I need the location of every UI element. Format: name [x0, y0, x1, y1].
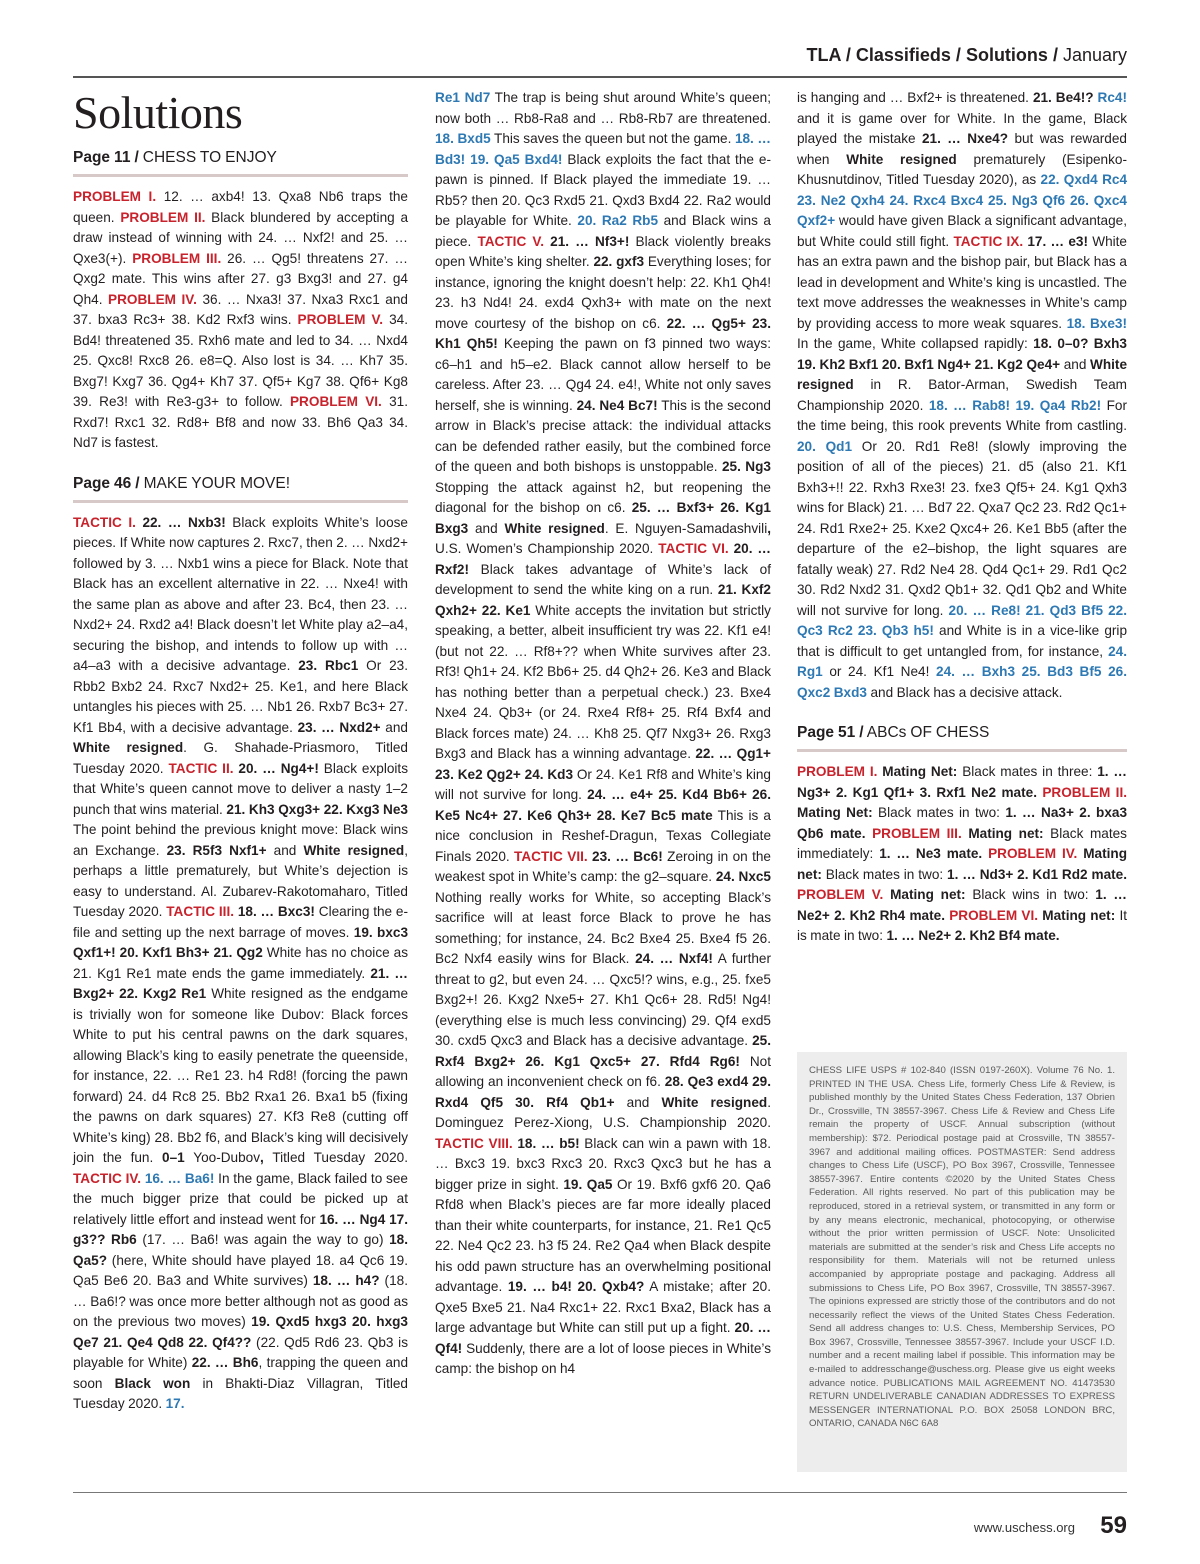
section-heading-chess-to-enjoy: [73, 148, 408, 177]
solution-text: and Black wins a piece.: [435, 213, 771, 249]
move-sequence: 24. Nxc5: [715, 869, 771, 884]
solution-text: Or 24. Ke1 Rf8 and White’s king will not survive for long.: [435, 766, 771, 802]
solution-text: Not allowing an inconvenient check on f6.: [435, 1053, 771, 1089]
solution-text: 36. … Nxa3! 37. Nxa3 Rxc1 and 37. bxa3 Rc3+ 38. Kd2 Rxf3 wins.: [73, 291, 408, 327]
solution-text: Nothing really works for White, so accepting Black’s sacrifice will at least force Black to prove he has something; for instance, 24. Bc2 Bxe4 25. Bxe4 f5 26. Bc2 Nxf4 easily wins for Black.: [435, 889, 771, 966]
section-name: CHESS TO ENJOY: [142, 149, 277, 166]
move-sequence: Rc4!: [1097, 90, 1127, 105]
solution-text: Keeping the pawn on f3 pinned two ways: c6–h1 and h5–e2. Black cannot allow herself to be careless. After 23. … Qg4 24. e4!, White not only saves herself, she is winning.: [435, 336, 771, 413]
move-sequence: 1. … Na3+ 2. bxa3 Qb6 mate.: [797, 805, 1128, 841]
solution-text: and: [266, 842, 304, 858]
header-separator: /: [840, 45, 856, 65]
solution-text: Or 23. Rbb2 Bxb2 24. Rxc7 Nxd2+ 25. Ke1, and here Black untangles his pieces with 25. … Nb1 26. Rxb7 Bc3+ 27. Kf1 Bb4, with a decisive advantage.: [73, 658, 408, 735]
move-sequence: 24. … Nxf4!: [635, 951, 713, 966]
solution-text: Black wins in two:: [965, 887, 1096, 902]
solution-text: Black mates in two:: [821, 866, 948, 882]
move-sequence: White resigned: [504, 520, 605, 536]
move-sequence: 22. … Nxb3!: [142, 514, 226, 530]
move-sequence: 20. Ra2 Rb5: [577, 213, 659, 228]
publication-notice: CHESS LIFE USPS # 102-840 (ISSN 0197-260X). Volume 76 No. 1. PRINTED IN THE USA. Chess Life, formerly Chess Life & Review, is published monthly by the United States Chess Federation, 137 Obrien Dr., Crossville, TN 38557-3967. Chess Life & Review and Chess Life remain the property of USCF. Annual subscription (without membership): $72. Periodical postage paid at Crossville, TN 38557-3967 and additional mailing offices. POSTMASTER: Send address changes to Chess Life (USCF), PO Box 3967, Crossville, Tennessee 38557-3967. Entire contents ©2020 by the United States Chess Federation. All rights reserved. No part of this publication may be reproduced, stored in a retrieval system, or transmitted in any form or by any means electronic, mechanical, photocopying, or otherwise without the prior written permission of USCF. Note: Unsolicited materials are submitted at the sender’s risk and Chess Life accepts no responsibility for them. Materials will not be returned unless accompanied by appropriate postage and packaging. Address all submissions to Chess Life, PO Box 3967, Crossville, TN 38557-3967. The opinions expressed are strictly those of the contributors and do not necessarily reflect the views of the United States Chess Federation. Send all address changes to: U.S. Chess, Membership Services, PO Box 3967, Crossville, Tennessee 38557-3967. Include your USCF I.D. number and a recent mailing label if possible. This information may be e-mailed to addresschange@uschess.org. Please give us eight weeks advance notice. PUBLICATIONS MAIL AGREEMENT NO. 41473530 RETURN UNDELIVERABLE CANADIAN ADDRESSES TO EXPRESS MESSENGER INTERNATIONAL P.O. BOX 25058 LONDON BRC, ONTARIO, CANADA N6C 6A8: [797, 1052, 1127, 1472]
move-sequence: 21. Kxf2 Qxh2+ 22. Ke1: [435, 582, 771, 618]
solutions-make-your-move: [73, 513, 408, 1415]
solution-text: Black mates in two:: [872, 805, 1006, 820]
header-rule: [73, 76, 1127, 78]
solutions-make-your-move-continued: [435, 88, 771, 1380]
solution-text: The point behind the previous knight move: Black wins an Exchange.: [73, 822, 408, 858]
solution-text: White has no choice as 21. Kg1 Re1 mate ends the game immediately.: [73, 945, 408, 981]
solution-text: In the game, Black failed to see the much bigger prize that could be picked up at relatively little effort and instead went for: [73, 1170, 408, 1227]
solution-text: Yoo-Dubov: [184, 1150, 261, 1165]
move-sequence: Mating net:: [1042, 907, 1116, 923]
move-sequence: 23. Rbc1: [298, 658, 359, 673]
move-sequence: ,: [767, 520, 771, 536]
solution-text: would have given Black a significant advantage, but White could still fight.: [797, 213, 1127, 249]
solution-text: Black exploits that White’s queen cannot move to deliver a nasty 1–2 punch that wins material.: [73, 760, 408, 817]
footer-rule: [73, 1492, 1127, 1493]
move-sequence: 20. … Re8! 21. Qd3 Bf5 22. Qc3 Rc2 23. Qb3 h5!: [797, 602, 1128, 638]
move-sequence: White resigned: [73, 740, 184, 755]
running-header: [807, 45, 1127, 66]
problem-label: PROBLEM VI.: [949, 907, 1039, 923]
solution-text: , trapping the queen and soon: [73, 1355, 408, 1391]
move-sequence: 18. … b5!: [517, 1135, 580, 1151]
solution-text: and it is game over for White. In the game, Black played the mistake: [797, 110, 1127, 146]
move-sequence: 18. Bxe3!: [1066, 315, 1127, 331]
solution-text: White has an extra pawn and the bishop pair, but Black has a lead in development and White’s king is uncastled. The text move addresses the weaknesses in White’s camp by providing access to more weak squares.: [797, 233, 1127, 331]
solution-text: Black can win a pawn with 18. … Bxc3 19. bxc3 Rxc3 20. Rxc3 Qxc3 but he has a bigger prize in sight.: [435, 1135, 772, 1192]
problem-label: PROBLEM I.: [73, 189, 157, 204]
problem-label: PROBLEM III.: [872, 825, 962, 841]
solution-text: This is the second arrow in Black’s precise attack: the individual attacks can be defended rather easily, but the combined force of the queen and both bishops is unstoppable.: [435, 397, 771, 474]
move-sequence: 21. … Nf3+!: [550, 233, 630, 249]
solution-text: and: [1060, 356, 1090, 372]
header-separator: /: [950, 45, 966, 65]
solution-text: (17. … Ba6! was again the way to go): [136, 1232, 390, 1247]
solution-text: Black takes advantage of White’s lack of development to send the white king on a run.: [435, 561, 771, 597]
move-sequence: 22. Qxd4 Rc4 23. Ne2 Qxh4 24. Rxc4 Bxc4 25. Ng3 Qf6 26. Qxc4 Qxf2+: [797, 172, 1128, 228]
move-sequence: 17.: [165, 1396, 185, 1411]
move-sequence: 25. Ng3: [722, 459, 771, 474]
move-sequence: 17. … e3!: [1027, 233, 1088, 249]
header-section-classifieds: Classifieds: [855, 45, 951, 65]
move-sequence: 1. … Ne2+ 2. Kh2 Bf4 mate.: [886, 928, 1060, 943]
move-sequence: 19. Qxd5 hxg3 20. hxg3 Qe7 21. Qe4 Qd8 22. Qf4??: [73, 1314, 408, 1350]
section-name: MAKE YOUR MOVE!: [143, 474, 291, 492]
move-sequence: 19. Qa5: [563, 1176, 613, 1192]
move-sequence: 16. … Ba6!: [144, 1170, 215, 1186]
solution-text: prematurely (Esipenko-Khusnutdinov, Titled Tuesday 2020), as: [797, 151, 1128, 187]
problem-label: TACTIC VII.: [514, 848, 588, 864]
problem-label: TACTIC II.: [168, 760, 234, 776]
solution-text: Clearing the e-file and setting up the next barrage of moves.: [73, 904, 408, 940]
solution-text: This is a nice conclusion in Reshef-Dragun, Texas Collegiate Finals 2020.: [435, 807, 771, 864]
move-sequence: 25. Rxf4 Bxg2+ 26. Kg1 Qxc5+ 27. Rfd4 Rg6!: [435, 1033, 771, 1069]
solutions-abcs-of-chess: [797, 762, 1127, 947]
problem-label: TACTIC IV.: [73, 1170, 141, 1186]
move-sequence: 20. … Qf4!: [435, 1320, 771, 1356]
solution-text: and White is in a vice-like grip that is difficult to get untangled from, for instance,: [797, 623, 1127, 659]
move-sequence: 18. … Rab8! 19. Qa4 Rb2!: [928, 397, 1102, 413]
move-sequence: 18. … Bxc3!: [237, 904, 315, 919]
solutions-make-your-move-continued-2: [797, 88, 1127, 703]
move-sequence: ,: [260, 1150, 264, 1165]
section-gap: [73, 454, 408, 468]
solution-text: Zeroing in on the weakest spot in White’s camp: the g2–square.: [435, 848, 771, 884]
solution-text: in Bhakti-Diaz Villagran, Titled Tuesday 2020.: [73, 1375, 408, 1411]
header-section-solutions: Solutions: [965, 45, 1048, 65]
move-sequence: Mating net:: [968, 825, 1044, 841]
header-separator: /: [1047, 45, 1063, 65]
solution-text: and: [468, 520, 505, 536]
column-3: [797, 88, 1127, 947]
solution-text: Black mates in three:: [957, 764, 1098, 779]
solution-text: in R. Bator-Arman, Swedish Team Championship 2020.: [797, 377, 1127, 413]
move-sequence: Mating Net:: [797, 805, 873, 820]
move-sequence: 22. gxf3: [593, 254, 645, 269]
solution-text: and: [380, 719, 408, 735]
column-1: [73, 88, 408, 1415]
move-sequence: 19. bxc3 Qxf1+! 20. Kxf1 Bh3+ 21. Qg2: [73, 924, 409, 960]
move-sequence: 1. … Ng3+ 2. Kg1 Qf1+ 3. Rxf1 Ne2 mate.: [797, 764, 1128, 800]
move-sequence: 21. Be4!?: [1032, 90, 1094, 105]
move-sequence: 24. Rg1: [797, 643, 1127, 679]
solution-text: It is mate in two:: [797, 907, 1127, 943]
move-sequence: 20. … Rxf2!: [435, 541, 772, 577]
solution-text: , perhaps a little prematurely, but White’s dejection is easy to understand. Al. Zubarev-Rakotomaharo, Titled Tuesday 2020.: [73, 842, 409, 919]
solution-text: Or 19. Bxf6 gxf6 20. Qa6 Rfd8 when Black’s pieces are far more ideally placed than their white counterparts, for instance, 21. Re1 Qc5 22. Ne4 Qc2 23. h3 f5 24. Re2 Qa4 when Black despite his odd pawn structure has an overwhelming positional advantage.: [435, 1176, 771, 1294]
solution-text: 31. Rxd7! Rxc1 32. Rd8+ Bf8 and now 33. Bh6 Qa3 34. Nd7 is fastest.: [73, 394, 408, 450]
solution-text: . G. Shahade-Priasmoro, Titled Tuesday 2020.: [73, 740, 408, 776]
move-sequence: 1. … Ne3 mate.: [879, 846, 983, 861]
solution-text: 12. … axb4! 13. Qxa8 Nb6 traps the queen.: [73, 189, 408, 225]
move-sequence: 1. … Nd3+ 2. Kd1 Rd2 mate.: [947, 866, 1127, 882]
solution-text: (22. Qd5 Rd6 23. Qb3 is playable for White): [73, 1334, 408, 1370]
move-sequence: Black won: [114, 1375, 191, 1391]
solution-text: In the game, White collapsed rapidly:: [797, 336, 1034, 351]
move-sequence: Mating net:: [890, 887, 966, 902]
solution-text: White accepts the invitation but strictly speaking, a better, albeit insufficient try was 22. Kf1 e4! (but not 22. … Rf8+?? when White survives after 23. Rf3! Qh1+ 24. Kf2 Bb6+ 25. d4 Qh2+ 26. Ke3 and Black has nothing better than a perpetual check.) 23. Bxe4 Nxe4 24. Qb3+ (or 24. Rxe4 Rf8+ 25. Rf4 Bxf4 and Black forces mate) 24. … Kh8 25. Qf7 Nxg3+ 26. Rxg3 Bxg3 and Black has a winning advantage.: [435, 602, 771, 761]
solution-text: and Black has a decisive attack.: [866, 684, 1063, 700]
move-sequence: 24. … Bxh3 25. Bd3 Bf5 26. Qxc2 Bxd3: [797, 664, 1127, 700]
problem-label: TACTIC VI.: [658, 541, 729, 556]
move-sequence: 20. Qd1: [797, 438, 853, 454]
move-sequence: 23. … Bc6!: [592, 848, 663, 864]
solution-text: . Dominguez Perez-Xiong, U.S. Championship 2020.: [435, 1094, 771, 1130]
solution-text: and: [614, 1094, 662, 1110]
move-sequence: 22. … Qg5+ 23. Kh1 Qh5!: [435, 315, 771, 351]
solution-text: A further threat to g2, but even 24. … Qxc5!? wins, e.g., 25. fxe5 Bxg2+! 26. Kxg2 Nxe5+ 27. Kh1 Qc6+ 28. Rd5! Ng4! (everything else is much less convincing) 29. Qf4 exd5 30. cxd5 Qxc3 and Black has a decisive advantage.: [435, 951, 772, 1048]
problem-label: PROBLEM IV.: [988, 846, 1078, 861]
move-sequence: 18. … h4?: [312, 1273, 380, 1288]
solutions-chess-to-enjoy: [73, 187, 408, 454]
problem-label: TACTIC V.: [477, 233, 545, 249]
section-page-ref: Page 11 /: [73, 149, 139, 166]
move-sequence: 23. R5f3 Nxf1+: [166, 842, 267, 858]
solution-text: Titled Tuesday 2020.: [263, 1150, 409, 1165]
solution-text: Black exploits the fact that the e-pawn is pinned. If Black played the immediate 19. … Rb5? then 20. Qc3 Rxd5 21. Qxd3 Bxd4 22. Ra2 would be playable for White.: [435, 151, 772, 228]
solution-text: Stopping the attack against h2, but reopening the diagonal for the bishop on c6.: [435, 479, 771, 515]
solution-text: Everything loses; for instance, ignoring the knight doesn’t help: 22. Kh1 Qh4! 23. h3 Nd4! 24. exd4 Qxh3+ with mate on the next move courtesy of the bishop on c6.: [435, 254, 772, 331]
move-sequence: 22. … Bh6: [191, 1355, 259, 1370]
move-sequence: White resigned: [661, 1094, 768, 1110]
move-sequence: 18. Qa5?: [73, 1232, 408, 1268]
solution-text: The trap is being shut around White’s queen; now both … Rb8-Ra8 and … Rb8-Rb7 are threatened.: [435, 90, 771, 126]
move-sequence: 1. … Ne2+ 2. Kh2 Rh4 mate.: [797, 887, 1127, 923]
solution-text: 26. … Qg5! threatens 27. … Qxg2 mate. This wins after 27. g3 Bxg3! and 27. g4 Qh4.: [73, 250, 408, 307]
section-page-ref: Page 46 /: [73, 474, 140, 492]
solution-text: White resigned as the endgame is trivially won for someone like Dubov: Black forces White to put his central pawns on the dark squares, allowing Black’s king to easily penetrate the queenside, for instance, 22. … Re1 23. h4 Rd8! (forcing the pawn forward) 24. d4 Rc8 25. Bb2 Rxa1 26. Bxa1 b5 (fixing the pawns on dark squares) 27. Kf3 Re8 (cutting off White’s king) 28. Bb2 f6, and Black’s king will decisively join the fun.: [73, 986, 409, 1165]
section-heading-make-your-move: [73, 474, 408, 503]
move-sequence: 28. Qe3 exd4 29. Rxd4 Qf5 30. Rf4 Qb1+: [435, 1074, 771, 1110]
column-2: [435, 88, 771, 1380]
solution-text: Or 20. Rd1 Re8! (slowly improving the position of all of the pieces) 21. d5 (also 21. Kf1 Bxh3+!! 22. Rxh3 Rxe3! 23. fxe3 Qf5+ 24. Kg1 Qxh3 wins for Black) 21. … Bd7 22. Qxa7 Qc2 23. Rd2 Qc1+ 24. Rd1 Rxe2+ 25. Kxe2 Qxc4+ 26. Ke1 Bb5 (after the departure of the e2–bishop, the light squares are fatally weak) 27. Rd2 Ne4 28. Qd4 Qc1+ 29. Rd1 Qc2 30. Rd2 Nxd2 31. Qxd2 Qb1+ 32. Qd1 Qb2 and White will not survive for long.: [797, 438, 1127, 618]
move-sequence: Mating net:: [797, 846, 1128, 882]
page-title: Solutions: [73, 87, 243, 138]
solution-text: (18. … Ba6!? was once more better although not as good as on the previous two moves): [73, 1273, 408, 1329]
section-heading-abcs-of-chess: [797, 723, 1127, 752]
problem-label: PROBLEM VI.: [289, 394, 382, 409]
problem-label: PROBLEM II.: [1042, 784, 1127, 800]
problem-label: TACTIC III.: [166, 904, 235, 919]
solution-text: Suddenly, there are a lot of loose pieces in White’s camp: the bishop on h4: [435, 1340, 771, 1376]
problem-label: TACTIC I.: [73, 514, 136, 530]
section-name: ABCs OF CHESS: [866, 724, 990, 741]
move-sequence: 21. … Nxe4?: [921, 131, 1009, 146]
section-gap: [797, 703, 1127, 717]
move-sequence: 25. … Bxf3+ 26. Kg1 Bxg3: [435, 500, 771, 536]
solution-text: . E. Nguyen-Samadashvili: [604, 520, 768, 536]
move-sequence: 16. … Ng4 17. g3?? Rb6: [73, 1211, 408, 1247]
solution-text: U.S. Women’s Championship 2020.: [435, 541, 659, 556]
move-sequence: White resigned: [303, 842, 405, 858]
solution-text: Black blundered by accepting a draw instead of winning with 24. … Nxf2! and 25. … Qxe3(+).: [73, 209, 409, 266]
section-page-ref: Page 51 /: [797, 724, 864, 741]
move-sequence: 18. … Bd3! 19. Qa5 Bxd4!: [435, 131, 771, 167]
solution-text: but was rewarded when: [797, 131, 1127, 167]
solution-text: is hanging and … Bxf2+ is threatened.: [797, 90, 1033, 105]
move-sequence: 24. Ne4 Bc7!: [576, 397, 658, 413]
move-sequence: 21. … Bxg2+ 22. Kxg2 Re1: [73, 965, 408, 1001]
solution-text: A mistake; after 20. Qxe5 Bxe5 21. Na4 Rxc1+ 22. Rxc1 Bxa2, Black has a large advantage but White can still put up a fight.: [435, 1279, 771, 1335]
solution-text: Black exploits White’s loose pieces. If White now captures 2. Rxc7, then 2. … Nxd2+ followed by 3. … Nxb1 wins a piece for Black. Note that Black has an excellent alternative in 22. … Nxe4! with the same plan as above and after 23. Bc4, then 23. … Nxd2+ 24. Rxd2 a4! Black doesn’t let White play a2–a4, securing the bishop, and intends to follow up with … a4–a3 with a decisive advantage.: [73, 514, 408, 673]
solution-text: or 24. Kf1 Ne4!: [822, 664, 937, 679]
move-sequence: 20. … Ng4+!: [238, 760, 319, 776]
move-sequence: 19. … b4! 20. Qxb4?: [507, 1279, 645, 1294]
header-section-tla: TLA: [806, 45, 841, 65]
move-sequence: 23. … Nxd2+: [297, 719, 381, 735]
problem-label: TACTIC IX.: [953, 233, 1024, 249]
move-sequence: 18. Bxd5: [435, 131, 491, 146]
move-sequence: 21. Kh3 Qxg3+ 22. Kxg3 Ne3: [226, 801, 408, 817]
solution-text: (here, White should have played 18. a4 Qc6 19. Qa5 Be6 20. Ba3 and White survives): [73, 1252, 408, 1288]
move-sequence: Mating Net:: [882, 764, 958, 779]
move-sequence: White resigned: [797, 356, 1127, 392]
header-month: January: [1062, 45, 1127, 65]
move-sequence: 22. … Qg1+ 23. Ke2 Qg2+ 24. Kd3: [435, 746, 771, 782]
move-sequence: 18. 0–0? Bxh3 19. Kh2 Bxf1 20. Bxf1 Ng4+ 21. Kg2 Qe4+: [797, 336, 1127, 372]
problem-label: PROBLEM II.: [120, 209, 206, 225]
solution-text: 34. Bd4! threatened 35. Rxh6 mate and led to 34. … Nxd4 25. Qxc8! Rxc8 26. e8=Q. Also lost is 34. … Kh7 35. Bxg7! Kxg7 36. Qg4+ Kh7 37. Qf5+ Kg7 38. Qf6+ Kg8 39. Re3! with Re3-g3+ to follow.: [73, 312, 408, 409]
problem-label: PROBLEM I.: [797, 764, 878, 779]
solution-text: Black violently breaks open White’s king shelter.: [435, 233, 771, 269]
problem-label: PROBLEM III.: [132, 250, 222, 266]
move-sequence: 0–1: [162, 1150, 185, 1165]
solution-text: For the time being, this rook prevents White from castling.: [797, 397, 1127, 433]
move-sequence: 24. … e4+ 25. Kd4 Bb6+ 26. Ke5 Nc4+ 27. Ke6 Qh3+ 28. Ke7 Bc5 mate: [435, 787, 771, 823]
solution-text: Black mates immediately:: [797, 825, 1127, 861]
website-url: www.uschess.org: [973, 1520, 1075, 1535]
problem-label: PROBLEM IV.: [108, 291, 197, 307]
problem-label: PROBLEM V.: [797, 887, 884, 902]
solution-text: This saves the queen but not the game.: [490, 131, 735, 146]
move-sequence: Re1 Nd7: [435, 90, 491, 105]
move-sequence: White resigned: [846, 151, 957, 167]
problem-label: PROBLEM V.: [297, 312, 384, 327]
problem-label: TACTIC VIII.: [435, 1135, 513, 1151]
page-number: 59: [1100, 1512, 1127, 1539]
